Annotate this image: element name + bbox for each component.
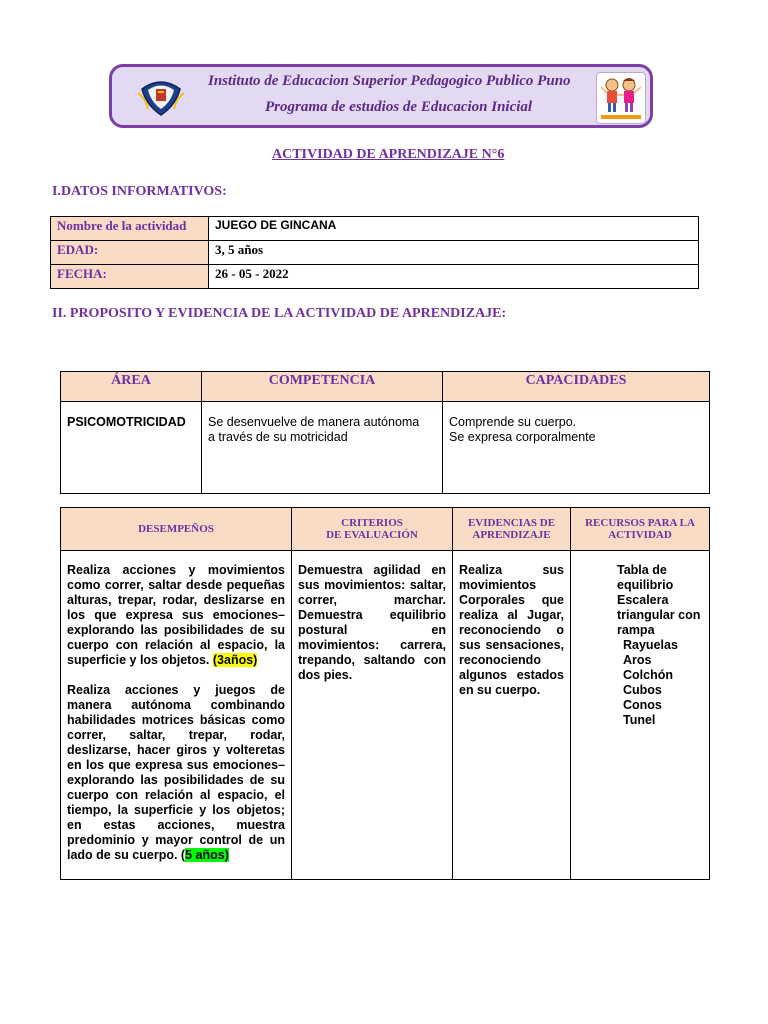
activity-title: ACTIVIDAD DE APRENDIZAJE N°6 xyxy=(272,147,505,162)
column-header xyxy=(292,508,453,551)
table-header-row xyxy=(61,372,710,402)
column-header xyxy=(61,508,292,551)
column-header xyxy=(571,508,710,551)
table-row xyxy=(51,265,699,289)
program-name: Programa de estudios de Educacion Inicial xyxy=(265,99,533,115)
children-logo xyxy=(596,72,646,124)
recurso-item: Tunel xyxy=(623,713,656,727)
age-tag-5: 5 años) xyxy=(185,848,229,862)
header-label: APRENDIZAJE xyxy=(472,529,551,541)
capacidades-cell xyxy=(443,402,710,494)
institution-logo xyxy=(136,75,186,119)
section-2-title: II. PROPOSITO Y EVIDENCIA DE LA ACTIVIDAD DE APRENDIZAJE: xyxy=(52,306,507,321)
desempenos-table xyxy=(60,507,710,880)
header-label: EVIDENCIAS DE xyxy=(467,517,556,529)
header-banner xyxy=(109,64,653,128)
recurso-item: Escalera triangular con rampa xyxy=(617,593,701,637)
column-header: ÁREA xyxy=(61,372,202,402)
capacidad-line: Se expresa corporalmente xyxy=(449,430,596,444)
recurso-item: Aros xyxy=(623,653,652,667)
competencia-line: a través de su motricidad xyxy=(208,430,348,444)
recurso-item: Tabla de equilibrio xyxy=(617,563,674,592)
recursos-cell xyxy=(571,551,710,880)
desempeno-paragraph xyxy=(67,683,285,863)
column-header: COMPETENCIA xyxy=(202,372,443,402)
header-label: CRITERIOS xyxy=(341,517,403,529)
table-row xyxy=(51,241,699,265)
capacidad-line: Comprende su cuerpo. xyxy=(449,415,577,429)
header-label: RECURSOS PARA LA xyxy=(585,517,695,529)
info-table xyxy=(50,216,699,289)
desempeno-paragraph xyxy=(67,563,285,668)
desempeno-text: Realiza acciones y movimientos como correr, saltar desde pequeñas alturas, trepar, rodar, deslizarse en los que expresa sus emociones–explorando las posibilidades de su cuerpo con relación al espacio, la superficie y los objetos. xyxy=(67,563,285,667)
column-header: CAPACIDADES xyxy=(443,372,710,402)
area-table xyxy=(60,371,710,494)
recurso-item: Rayuelas xyxy=(623,638,678,652)
recurso-item: Cubos xyxy=(623,683,662,697)
competencia-line: Se desenvuelve de manera autónoma xyxy=(208,415,420,429)
info-value: 26 - 05 - 2022 xyxy=(209,265,699,289)
competencia-cell xyxy=(202,402,443,494)
table-row xyxy=(61,402,710,494)
info-label: Nombre de la actividad xyxy=(51,217,209,241)
section-1-title: I.DATOS INFORMATIVOS: xyxy=(52,184,227,199)
area-cell: PSICOMOTRICIDAD xyxy=(61,402,202,494)
desempenos-cell xyxy=(61,551,292,880)
table-row xyxy=(61,551,710,880)
info-value: 3, 5 años xyxy=(209,241,699,265)
evidencias-cell: Realiza sus movimientos Corporales que realiza al Jugar, reconociendo o sus sensaciones, reconociendo algunos estados en su cuerpo. xyxy=(453,551,571,880)
desempeno-text: Realiza acciones y juegos de manera autónoma combinando habilidades motrices básicas como correr, saltar, trepar, rodar, deslizarse, hacer giros y volteretas en los que expresa sus emociones–explorando las posibilidades de su cuerpo con relación al espacio, el tiempo, la superficie y los objetos; en estas acciones, muestra predominio y mayor control de un lado de su cuerpo. xyxy=(67,683,285,862)
age-tag-paren: ( xyxy=(180,848,186,862)
institution-name: Instituto de Educacion Superior Pedagogico Publico Puno xyxy=(208,73,571,89)
header-label: DESEMPEÑOS xyxy=(138,523,214,535)
info-label: FECHA: xyxy=(51,265,209,289)
header-label: DE EVALUACIÓN xyxy=(326,529,418,541)
info-value: JUEGO DE GINCANA xyxy=(209,217,699,241)
age-tag-3: (3años) xyxy=(212,653,258,667)
recurso-item: Colchón xyxy=(623,668,673,682)
column-header xyxy=(453,508,571,551)
info-label: EDAD: xyxy=(51,241,209,265)
table-header-row xyxy=(61,508,710,551)
header-label: ACTIVIDAD xyxy=(608,529,672,541)
table-row xyxy=(51,217,699,241)
recurso-item: Conos xyxy=(623,698,662,712)
criterios-cell: Demuestra agilidad en sus movimientos: saltar, correr, marchar. Demuestra equilibrio postural en movimientos: carrera, trepando, saltando con dos pies. xyxy=(292,551,453,880)
